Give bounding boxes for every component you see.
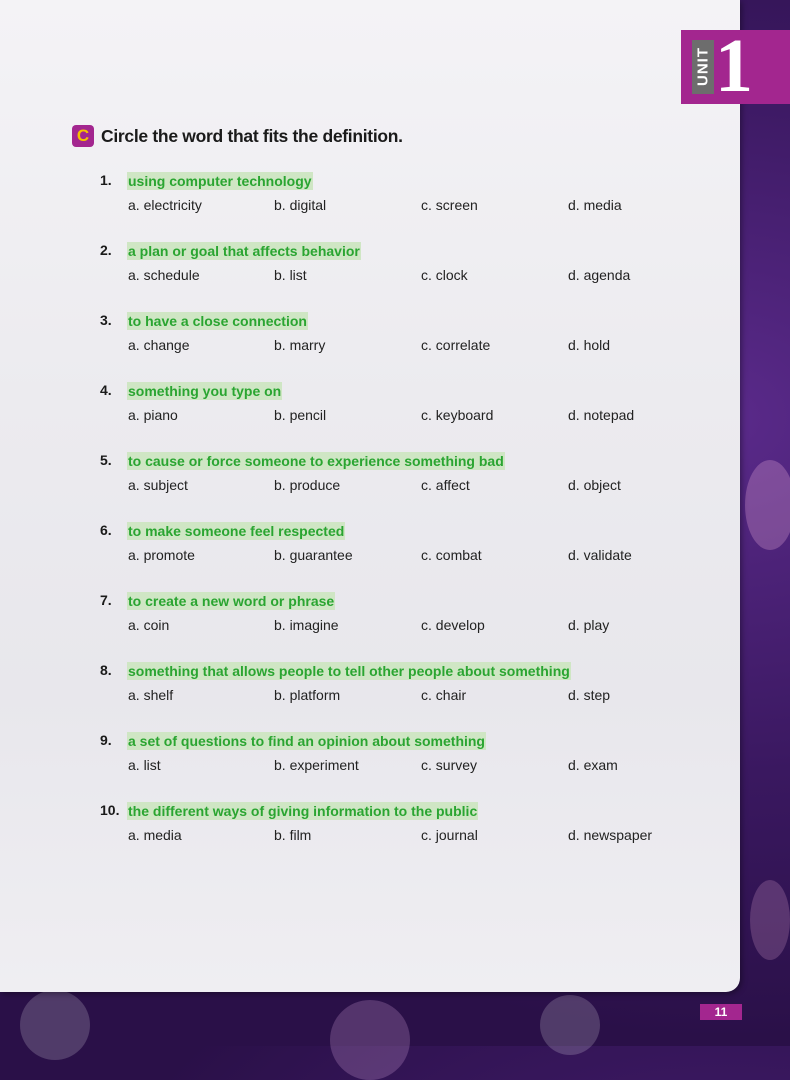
option-c[interactable]: c. chair	[421, 687, 467, 703]
option-c[interactable]: c. combat	[421, 547, 482, 563]
option-b[interactable]: b. marry	[274, 337, 326, 353]
question-number: 6.	[100, 522, 112, 538]
option-d[interactable]: d. object	[568, 477, 621, 493]
question-number: 5.	[100, 452, 112, 468]
option-a[interactable]: a. piano	[128, 407, 178, 423]
section-instruction: Circle the word that fits the definition.	[101, 126, 403, 146]
question-number: 7.	[100, 592, 112, 608]
question-definition: to create a new word or phrase	[128, 593, 335, 609]
option-b[interactable]: b. film	[274, 827, 312, 843]
option-b[interactable]: b. platform	[274, 687, 341, 703]
question-number: 9.	[100, 732, 112, 748]
question-number: 1.	[100, 172, 112, 188]
option-b[interactable]: b. pencil	[274, 407, 327, 423]
question-number: 3.	[100, 312, 112, 328]
option-a[interactable]: a. electricity	[128, 197, 202, 213]
option-b[interactable]: b. experiment	[274, 757, 359, 773]
question-number: 4.	[100, 382, 112, 398]
question-definition: to cause or force someone to experience something bad	[128, 453, 504, 469]
option-d[interactable]: d. play	[568, 617, 610, 633]
option-a[interactable]: a. coin	[128, 617, 170, 633]
option-a[interactable]: a. schedule	[128, 267, 200, 283]
page-number: 11	[700, 1004, 742, 1020]
question-definition: to make someone feel respected	[128, 523, 345, 539]
option-d[interactable]: d. hold	[568, 337, 611, 353]
option-a[interactable]: a. shelf	[128, 687, 174, 703]
option-a[interactable]: a. promote	[128, 547, 195, 563]
question-definition: to have a close connection	[128, 313, 307, 329]
option-a[interactable]: a. change	[128, 337, 190, 353]
option-a[interactable]: a. subject	[128, 477, 188, 493]
option-c[interactable]: c. survey	[421, 757, 478, 773]
option-c[interactable]: c. keyboard	[421, 407, 494, 423]
question-definition: a set of questions to find an opinion about something	[128, 733, 485, 749]
question-definition: something that allows people to tell other people about something	[128, 663, 570, 679]
question-number: 2.	[100, 242, 112, 258]
option-b[interactable]: b. list	[274, 267, 307, 283]
option-b[interactable]: b. imagine	[274, 617, 339, 633]
option-b[interactable]: b. digital	[274, 197, 327, 213]
option-c[interactable]: c. affect	[421, 477, 470, 493]
question-definition: something you type on	[128, 383, 282, 399]
question-number: 10.	[100, 802, 120, 818]
question-definition: the different ways of giving information to the public	[128, 803, 478, 819]
option-c[interactable]: c. develop	[421, 617, 485, 633]
option-a[interactable]: a. media	[128, 827, 182, 843]
question-definition: using computer technology	[128, 173, 312, 189]
option-d[interactable]: d. exam	[568, 757, 618, 773]
unit-number: 1	[715, 24, 753, 108]
unit-label: UNIT	[692, 40, 714, 94]
option-d[interactable]: d. notepad	[568, 407, 635, 423]
option-c[interactable]: c. clock	[421, 267, 468, 283]
option-d[interactable]: d. step	[568, 687, 611, 703]
option-c[interactable]: c. correlate	[421, 337, 491, 353]
option-b[interactable]: b. guarantee	[274, 547, 353, 563]
option-d[interactable]: d. media	[568, 197, 622, 213]
question-definition: a plan or goal that affects behavior	[128, 243, 360, 259]
option-c[interactable]: c. journal	[421, 827, 478, 843]
option-d[interactable]: d. validate	[568, 547, 632, 563]
option-d[interactable]: d. newspaper	[568, 827, 653, 843]
option-d[interactable]: d. agenda	[568, 267, 631, 283]
option-a[interactable]: a. list	[128, 757, 161, 773]
section-letter-badge: C	[72, 125, 94, 147]
option-c[interactable]: c. screen	[421, 197, 478, 213]
option-b[interactable]: b. produce	[274, 477, 341, 493]
question-number: 8.	[100, 662, 112, 678]
